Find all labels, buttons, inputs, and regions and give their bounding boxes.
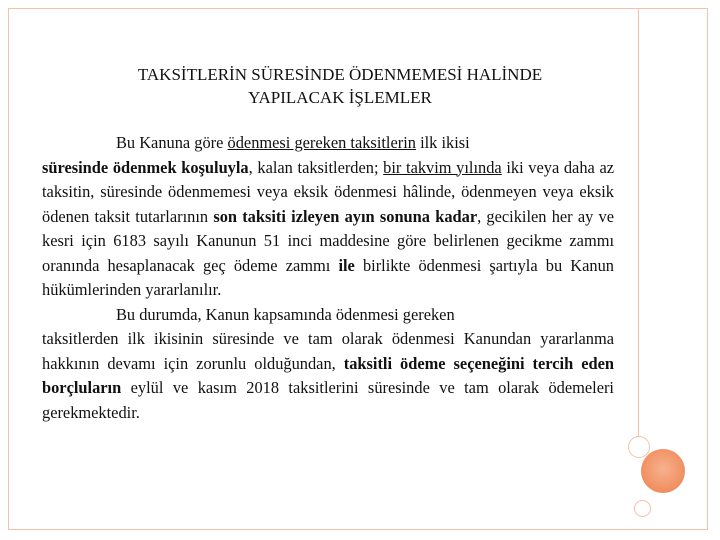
slide-title bbox=[60, 63, 620, 109]
paragraph-2-intro: Bu durumda, Kanun kapsamında ödenmesi gereken bbox=[116, 304, 455, 324]
paragraph-1-text: ilk ikisi bbox=[415, 133, 470, 152]
bold-phrase-deadline: son taksiti izleyen ayın sonuna kadar bbox=[213, 206, 478, 226]
paragraph-1-text: birlikte ödenmesi şartıyla bu Kanun hükümlerinden yararlanılır. bbox=[42, 255, 615, 299]
paragraph-1-text: iki veya daha az taksitin, süresinde ödenmemesi veya eksik ödenmesi hâlinde, ödenmeyen veya eksik ödenen taksit tutarlarının bbox=[42, 157, 614, 226]
slide-title-line-1: TAKSİTLERİN SÜRESİNDE ÖDENMEMESİ HALİNDE bbox=[137, 65, 543, 84]
paragraph-2-text: taksitlerden ilk ikisinin süresinde ve tam olarak ödenmesi Kanundan yararlanma hakkının devamı için zorunlu olduğundan, bbox=[42, 329, 614, 373]
slide-body bbox=[42, 131, 614, 425]
bold-word-ile: ile bbox=[338, 255, 355, 275]
paragraph-1-intro: Bu Kanuna göre bbox=[116, 133, 228, 152]
bold-phrase-on-time-condition: süresinde ödenmek koşuluyla bbox=[42, 157, 249, 177]
paragraph-1 bbox=[42, 131, 614, 303]
paragraph-1-text: , gecikilen her ay ve kesri için 6183 sayılı Kanunun 51 inci maddesine göre belirlenen gecikme zammı oranında hesaplanacak geç ödeme zammı bbox=[42, 206, 614, 275]
frame-divider-line bbox=[638, 8, 639, 454]
decorative-circle-outline-bottom bbox=[634, 500, 651, 517]
paragraph-2 bbox=[42, 303, 614, 426]
paragraph-1-text: , kalan taksitlerden; bbox=[248, 157, 384, 177]
bold-phrase-installment-option: taksitli ödeme seçeneğini tercih eden borçluların bbox=[42, 353, 614, 397]
underlined-phrase-calendar-year: bir takvim yılında bbox=[383, 157, 502, 177]
paragraph-2-text: eylül ve kasım 2018 taksitlerini süresinde ve tam olarak ödemeleri gerekmektedir. bbox=[42, 378, 614, 422]
decorative-circle-filled bbox=[641, 449, 685, 493]
slide-title-line-2: YAPILACAK İŞLEMLER bbox=[248, 88, 432, 107]
underlined-phrase-installments: ödenmesi gereken taksitlerin bbox=[227, 133, 416, 152]
